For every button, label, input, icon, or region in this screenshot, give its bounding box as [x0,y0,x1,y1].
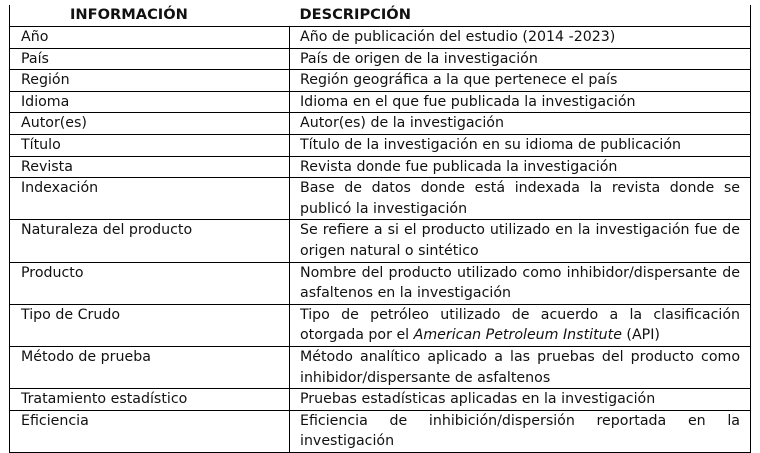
desc-cell: Eficiencia de inhibición/dispersión reportada en la investigación [290,410,751,452]
desc-cell [290,304,751,346]
desc-cell: País de origen de la investigación [290,48,751,70]
table-row [10,389,751,411]
table-row [10,113,751,135]
desc-cell: Revista donde fue publicada la investigación [290,156,751,178]
desc-cell: Se refiere a si el producto utilizado en la investigación fue de origen natural o sintético [290,220,751,262]
table-row [10,70,751,92]
header-informacion: INFORMACIÓN [10,5,290,27]
table-header-row [10,5,751,27]
table-row [10,220,751,262]
table-row [10,178,751,220]
table-row [10,134,751,156]
table-row [10,304,751,346]
info-cell: Región [10,70,290,92]
info-cell: Método de prueba [10,346,290,388]
table-row [10,91,751,113]
table-row [10,346,751,388]
table-row [10,410,751,452]
info-cell: País [10,48,290,70]
info-cell: Producto [10,262,290,304]
table-row [10,262,751,304]
variables-table-container [9,5,751,453]
desc-text: (API) [621,327,660,344]
desc-cell: Base de datos donde está indexada la revista donde se publicó la investigación [290,178,751,220]
info-cell: Autor(es) [10,113,290,135]
info-cell: Año [10,27,290,49]
info-cell: Tipo de Crudo [10,304,290,346]
desc-text: Tipo de petróleo utilizado de acuerdo a la clasificación otorgada por el [300,306,740,344]
info-cell: Eficiencia [10,410,290,452]
desc-cell: Región geográfica a la que pertenece el país [290,70,751,92]
desc-cell: Título de la investigación en su idioma de publicación [290,134,751,156]
info-cell: Tratamiento estadístico [10,389,290,411]
desc-cell: Método analítico aplicado a las pruebas del producto como inhibidor/dispersante de asfaltenos [290,346,751,388]
info-cell: Idioma [10,91,290,113]
info-cell: Indexación [10,178,290,220]
table-row [10,27,751,49]
desc-cell: Idioma en el que fue publicada la investigación [290,91,751,113]
table-row [10,156,751,178]
desc-cell: Nombre del producto utilizado como inhibidor/dispersante de asfaltenos en la investigación [290,262,751,304]
desc-cell: Pruebas estadísticas aplicadas en la investigación [290,389,751,411]
info-cell: Naturaleza del producto [10,220,290,262]
header-descripcion: DESCRIPCIÓN [290,5,751,27]
desc-cell: Año de publicación del estudio (2014 -2023) [290,27,751,49]
desc-cell: Autor(es) de la investigación [290,113,751,135]
desc-italic-text: American Petroleum Institute [413,327,622,344]
info-cell: Título [10,134,290,156]
table-row [10,48,751,70]
info-cell: Revista [10,156,290,178]
variables-table [9,5,751,453]
